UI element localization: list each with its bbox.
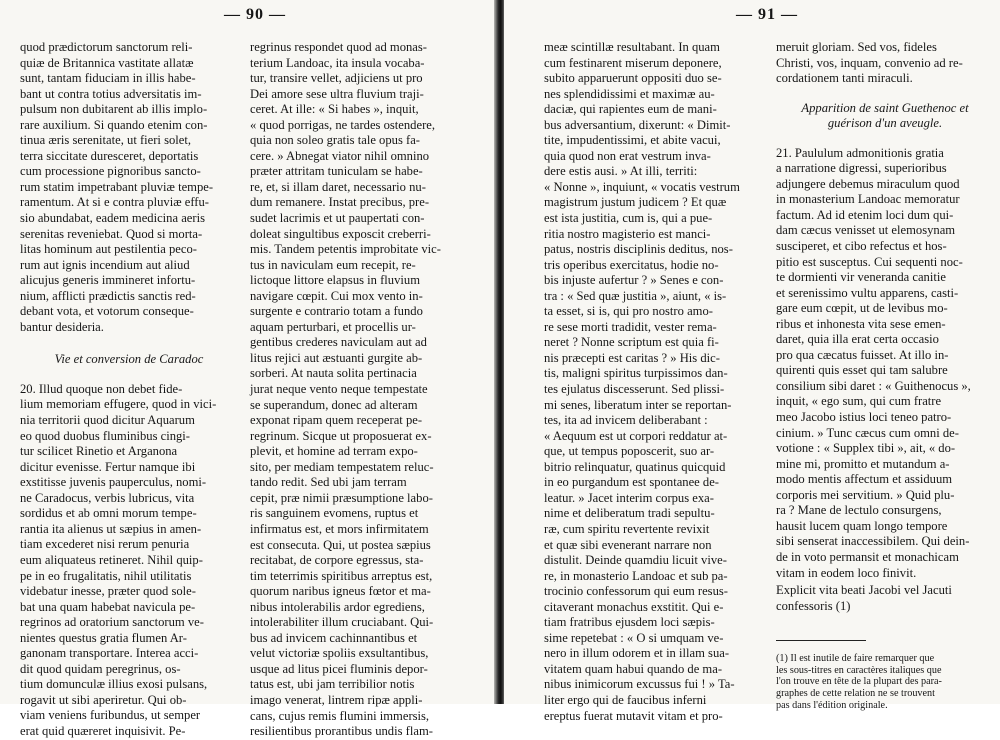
footnote bbox=[776, 653, 994, 711]
text-line: pas dans l'édition originale. bbox=[776, 699, 888, 711]
text-line: lium memoriam effugere, quod in vici- bbox=[20, 397, 217, 412]
page-number-left: — 90 — bbox=[224, 6, 286, 23]
text-line: (1) Il est inutile de faire remarquer que bbox=[776, 653, 935, 665]
text-line: pulsum non dubitarent ab illis implo- bbox=[20, 102, 208, 117]
text-line: mi senes, liberatum inter se reportan- bbox=[544, 397, 732, 412]
text-line: quia quod non erat vestrum inva- bbox=[544, 148, 711, 163]
text-line: Dei amore sese ultra fluvium traji- bbox=[250, 86, 424, 101]
text-line: debant vota, et votorum conseque- bbox=[20, 304, 194, 319]
text-line: nime et deliberatum tradi sepultu- bbox=[544, 506, 715, 521]
text-line: rantia ita alienus ut sæpius in amen- bbox=[20, 521, 202, 536]
text-line: imago venerat, lintrem ripæ appli- bbox=[250, 692, 423, 707]
text-line: les sous-titres en caractères italiques que bbox=[776, 664, 942, 676]
text-line: ribus et inhonesta vita sese emen- bbox=[776, 316, 946, 331]
text-line: que, ut tempus poposcerit, suo ar- bbox=[544, 444, 715, 459]
text-line: exstitisse juvenis pauperculus, nomi- bbox=[20, 475, 207, 490]
text-line: cum festinarent miserum deponere, bbox=[544, 55, 722, 70]
text-line: mine mi, promitto et mutandum a- bbox=[776, 456, 950, 471]
text-line: meæ scintillæ resultabant. In quam bbox=[544, 40, 720, 54]
text-line: serenitas reveniebat. Quod si morta- bbox=[20, 226, 203, 241]
right-column-2 bbox=[776, 40, 994, 711]
text-line: præter attritam tuniculam se habe- bbox=[250, 164, 423, 179]
text-line: citaverant monachus exstitit. Qui e- bbox=[544, 599, 724, 614]
text-line: sordidus et ab omni morum tempe- bbox=[20, 506, 197, 521]
text-line: 21. Paululum admonitionis gratia bbox=[776, 145, 944, 160]
text-line: tur, transire vellet, adjiciens ut pro bbox=[250, 71, 423, 86]
text-line: aquam perturbari, et procellis ur- bbox=[250, 319, 416, 334]
section-heading-guethenoc bbox=[776, 101, 994, 132]
text-line: tando redit. Sed ubi jam terram bbox=[250, 475, 407, 490]
text-line: sunt, tantam fiduciam in illis habe- bbox=[20, 71, 196, 86]
text-line: « Aequum est ut corpori reddatur at- bbox=[544, 428, 728, 443]
text-line: ræ, cum spiritu revertente revixit bbox=[544, 521, 710, 536]
text-line: pro qua cæcatus fuisset. At illo in- bbox=[776, 347, 949, 362]
text-line: l'on trouve en tête de la plupart des para- bbox=[776, 676, 942, 688]
text-line: dam cæcus venisset ut elemosynam bbox=[776, 223, 956, 238]
text-line: patus, nostris disciplinis deditus, nos- bbox=[544, 242, 733, 257]
text-line: ceret. At ille: « Si habes », inquit, bbox=[250, 102, 419, 117]
text-line: sorberi. At nauta solita pertinacia bbox=[250, 366, 417, 381]
text-line: ereptus fuerat mutavit vitam et pro- bbox=[544, 708, 723, 723]
text-line: resilientibus prorantibus undis flam- bbox=[250, 724, 433, 739]
text-line: graphes de cette relation ne se trouvent bbox=[776, 687, 935, 699]
text-line: Christi, vos, inquam, convenio ad re- bbox=[776, 55, 963, 70]
text-line: usque ad litus picei fluminis depor- bbox=[250, 661, 428, 676]
text-line: re, in monasterio Landoac et sub pa- bbox=[544, 568, 728, 583]
text-line: cinium. » Tunc cæcus cum omni de- bbox=[776, 425, 959, 440]
text-line: ne Caradocus, verbis lubricus, vita bbox=[20, 490, 195, 505]
footnote-rule bbox=[776, 640, 866, 641]
left-page bbox=[0, 0, 496, 739]
text-line: sibi senserat inaccessibilem. Qui dein- bbox=[776, 534, 970, 549]
text-line: ris sanguinem evomens, ruptus et bbox=[250, 506, 419, 521]
text-line: votione : « Supplex tibi », ait, « do- bbox=[776, 441, 956, 456]
text-line: bus adversantium, dixerunt: « Dimit- bbox=[544, 117, 731, 132]
text-line: factum. Ad id etenim loci dum qui- bbox=[776, 207, 954, 222]
heading-line-1: Apparition de saint Guethenoc et bbox=[801, 100, 969, 115]
text-line: Explicit vita beati Jacobi vel Jacuti bbox=[776, 583, 952, 598]
text-line: nis præcepti est caritas ? » His dic- bbox=[544, 350, 720, 365]
text-line: tes, ita ad invicem deliberabant : bbox=[544, 413, 708, 428]
text-line: ganonam transportare. Interea acci- bbox=[20, 646, 199, 661]
text-line: terra siccitate duresceret, deportatis bbox=[20, 148, 199, 163]
text-line: bant ut contra totius adversitatis im- bbox=[20, 86, 202, 101]
text-line: sio abundabat, eadem medicina aeris bbox=[20, 211, 205, 226]
text-line: rare auxilium. Si quando etenim con- bbox=[20, 117, 208, 132]
text-line: quod prædictorum sanctorum reli- bbox=[20, 40, 193, 54]
text-line: sudet lacrimis et ut paupertati con- bbox=[250, 211, 425, 226]
text-line: rum aut ignis incendium aut aliud bbox=[20, 257, 190, 272]
text-line: ritia nostro magisterio est manci- bbox=[544, 226, 711, 241]
text-line: tatus est, ubi jam terribilior notis bbox=[250, 677, 415, 692]
text-line: ramentum. At si e contra pluviæ effu- bbox=[20, 195, 209, 210]
heading-line-2: guérison d'un aveugle. bbox=[827, 116, 943, 131]
text-line: tris operibus exercitatus, hodie no- bbox=[544, 257, 719, 272]
text-line: pitio est susceptus. Cui sequenti noc- bbox=[776, 254, 963, 269]
text-line: est ista justitia, cum is, qui a pue- bbox=[544, 211, 713, 226]
text-line: tiam fratribus ejusdem loci sæpis- bbox=[544, 615, 715, 630]
text-line: erat quid quæreret inquisivit. Pe- bbox=[20, 723, 186, 738]
text-line: meo Jacobo istius loci teneo patro- bbox=[776, 410, 952, 425]
text-line: eum aliquateus retineret. Nihil quip- bbox=[20, 552, 203, 567]
text-line: nero in illum odorem et in illam sua- bbox=[544, 646, 730, 661]
text-line: re sese morti tradidit, vester rema- bbox=[544, 319, 717, 334]
text-line: quorum naribus igneus fœtor et ma- bbox=[250, 584, 431, 599]
text-line: tite, impudentissimi, et abite vacui, bbox=[544, 133, 721, 148]
text-line: bat una quam habebat navicula pe- bbox=[20, 599, 196, 614]
text-line: daret, quia illa erat certa occasio bbox=[776, 332, 939, 347]
text-line: daciæ, qui rapientes eum de mani- bbox=[544, 102, 717, 117]
text-line: adjungere debemus miraculum quod bbox=[776, 176, 960, 191]
paragraph-vision-continued bbox=[544, 40, 762, 724]
text-line: quia non soleo gratis tale opus fa- bbox=[250, 133, 420, 148]
paragraph-21 bbox=[776, 146, 994, 581]
text-line: nium, afflicti prædictis sanctis red- bbox=[20, 288, 196, 303]
paragraph-relics bbox=[20, 40, 238, 335]
text-line: trocinio confessorum qui eum resus- bbox=[544, 584, 728, 599]
text-line: navigare cœpit. Cui mox vento in- bbox=[250, 288, 423, 303]
text-line: bis injuste aufertur ? » Senes e con- bbox=[544, 273, 724, 288]
text-line: doleat singultibus exposcit creberri- bbox=[250, 226, 431, 241]
text-line: bitrio relinquatur, quatinus quicquid bbox=[544, 459, 726, 474]
text-line: tium domunculæ illius exosi pulsans, bbox=[20, 677, 208, 692]
text-line: cepit, præ nimii præsumptione labo- bbox=[250, 490, 433, 505]
text-line: cans, cujus remis flumini immersis, bbox=[250, 708, 430, 723]
text-line: nientes questus gratia flumen Ar- bbox=[20, 630, 187, 645]
text-line: cordationem tanti miraculi. bbox=[776, 71, 913, 86]
paragraph-20-continued bbox=[250, 40, 468, 740]
text-line: nia territorii quod dicitur Aquarum bbox=[20, 413, 195, 428]
text-line: gare eum cœpit, ut de levibus mo- bbox=[776, 301, 948, 316]
text-line: subito apparuerunt oppositi duo se- bbox=[544, 71, 722, 86]
text-line: dere estis ausi. » At illi, territi: bbox=[544, 164, 698, 179]
text-line: bus ad invicem cachinnantibus et bbox=[250, 630, 418, 645]
text-line: neret ? Nonne scriptum est quia fi- bbox=[544, 335, 719, 350]
text-line: confessoris (1) bbox=[776, 598, 851, 613]
text-line: re, et, si illam daret, necessario nu- bbox=[250, 179, 426, 194]
text-line: viam veniens furibundus, ut semper bbox=[20, 708, 201, 723]
text-line: dum remanere. Instat precibus, pre- bbox=[250, 195, 430, 210]
text-line: tes ejulatus discesserunt. Sed plissi- bbox=[544, 382, 725, 397]
right-column-1 bbox=[544, 40, 762, 724]
text-line: dicitur evenisse. Fertur namque ibi bbox=[20, 459, 196, 474]
text-line: mis. Tandem petentis improbitate vic- bbox=[250, 242, 441, 257]
text-line: exponat ripam quem receperat pe- bbox=[250, 413, 423, 428]
text-line: tinua æris serenitate, ut fieri solet, bbox=[20, 133, 192, 148]
page-number-right: — 91 — bbox=[736, 6, 798, 23]
text-line: sime repetebat : « O si umquam ve- bbox=[544, 630, 724, 645]
text-line: nes splendidissimi et maximæ au- bbox=[544, 86, 715, 101]
text-line: tim teterrimis spiritibus arreptus est, bbox=[250, 568, 433, 583]
text-line: te dormienti vir veneranda canitie bbox=[776, 270, 946, 285]
text-line: consilium sibi daret : « Guithenocus », bbox=[776, 378, 971, 393]
text-line: in monasterium Landoac memoratur bbox=[776, 192, 960, 207]
text-line: susciperet, et cibo refectus et hos- bbox=[776, 239, 947, 254]
paragraph-gloria bbox=[776, 40, 994, 87]
paragraph-20 bbox=[20, 382, 238, 740]
text-line: tis, maligni spiritus turpissimos dan- bbox=[544, 366, 728, 381]
text-line: tra : « Sed quæ justitia », aiunt, « is- bbox=[544, 288, 727, 303]
text-line: a narratione digressi, superioribus bbox=[776, 161, 947, 176]
text-line: regrinum. Sicque ut proposuerat ex- bbox=[250, 428, 432, 443]
text-line: intolerabiliter illum cruciabant. Qui- bbox=[250, 615, 434, 630]
text-line: se superandum, donec ad alteram bbox=[250, 397, 418, 412]
explicit-paragraph bbox=[776, 583, 994, 614]
text-line: bantur desideria. bbox=[20, 319, 104, 334]
text-line: cere. » Abnegat viator nihil omnino bbox=[250, 148, 430, 163]
text-line: corporis mei servitium. » Quid plu- bbox=[776, 487, 955, 502]
text-line: « Nonne », inquiunt, « vocatis vestrum bbox=[544, 179, 740, 194]
text-line: eo quod duobus fluminibus cingi- bbox=[20, 428, 191, 443]
text-line: lictoque littore elapsus in fluvium bbox=[250, 273, 420, 288]
text-line: gentibus crederes naviculam aut ad bbox=[250, 335, 427, 350]
text-line: liter ergo qui de faucibus inferni bbox=[544, 692, 707, 707]
text-line: quirenti quis esset qui tam salubre bbox=[776, 363, 948, 378]
text-line: plevit, et homine ad terram expo- bbox=[250, 444, 418, 459]
right-page bbox=[504, 0, 1000, 723]
text-line: surgente e contrario totam a fundo bbox=[250, 304, 423, 319]
text-line: hausit lucem quam longo tempore bbox=[776, 518, 948, 533]
text-line: infirmatus est, et mors infirmitatem bbox=[250, 521, 429, 536]
text-line: 20. Illud quoque non debet fide- bbox=[20, 381, 183, 396]
text-line: ra ? Mane de lectulo consurgens, bbox=[776, 503, 942, 518]
text-line: jurat neque vento neque tempestate bbox=[250, 382, 428, 397]
text-line: dit quod quidam peregrinus, os- bbox=[20, 661, 181, 676]
text-line: inquit, « ego sum, qui cum fratre bbox=[776, 394, 942, 409]
text-line: in eo purgandum est spontanee de- bbox=[544, 475, 719, 490]
text-line: vitam in eodem loco finivit. bbox=[776, 565, 917, 580]
text-line: nibus intolerabilis ardor egrediens, bbox=[250, 599, 425, 614]
text-line: vitatem quam habui quando de ma- bbox=[544, 661, 723, 676]
text-line: regrinus respondet quod ad monas- bbox=[250, 40, 427, 54]
text-line: pe in eo frugalitatis, nihil utilitatis bbox=[20, 568, 192, 583]
text-line: distulit. Deinde quamdiu licuit vive- bbox=[544, 553, 727, 568]
text-line: alicujus generis immineret infortu- bbox=[20, 273, 196, 288]
text-line: nibus inimicorum excussus fui ! » Ta- bbox=[544, 677, 735, 692]
text-line: leatur. » Jacet interim corpus exa- bbox=[544, 490, 714, 505]
text-line: sito, per mediam tempestatem reluc- bbox=[250, 459, 434, 474]
text-line: et serenissimo vultu apparens, casti- bbox=[776, 285, 959, 300]
text-line: ta esset, si is, qui pro nostro amo- bbox=[544, 304, 713, 319]
text-line: litas hominum aut pestilentia peco- bbox=[20, 242, 197, 257]
text-line: magistrum justum judicem ? Et quæ bbox=[544, 195, 727, 210]
text-line: videbatur inesse, præter quod sole- bbox=[20, 584, 196, 599]
text-line: tur scilicet Rinetio et Arganona bbox=[20, 444, 178, 459]
text-line: et quæ sibi evenerant narrare non bbox=[544, 537, 712, 552]
text-line: litus rejici aut æstuanti gurgite ab- bbox=[250, 350, 423, 365]
text-line: regrinos ad oratorium sanctorum ve- bbox=[20, 615, 204, 630]
text-line: quiæ de Britannica vastitate allatæ bbox=[20, 55, 194, 70]
text-line: de in voto permansit et monachicam bbox=[776, 549, 959, 564]
left-column-2 bbox=[250, 40, 468, 740]
section-heading-caradoc: Vie et conversion de Caradoc bbox=[54, 352, 204, 367]
text-line: meruit gloriam. Sed vos, fideles bbox=[776, 40, 937, 54]
text-line: cum processione pignoribus sancto- bbox=[20, 164, 201, 179]
text-line: tiam excederet nisi rerum penuria bbox=[20, 537, 190, 552]
text-line: terium Landoac, ita insula vocaba- bbox=[250, 55, 425, 70]
text-line: modo mentis affectum et assiduum bbox=[776, 472, 953, 487]
text-line: rum statim impetrabant pluviæ tempe- bbox=[20, 179, 214, 194]
left-column-1 bbox=[20, 40, 238, 740]
text-line: velut victoriæ spoliis exsultantibus, bbox=[250, 646, 429, 661]
text-line: rogavit ut sibi aperiretur. Qui ob- bbox=[20, 692, 187, 707]
text-line: recitabat, de corpore egressus, sta- bbox=[250, 553, 424, 568]
text-line: est consecuta. Qui, ut postea sæpius bbox=[250, 537, 431, 552]
text-line: « quod porrigas, ne tardes ostendere, bbox=[250, 117, 436, 132]
text-line: tus in naviculam eum recepit, re- bbox=[250, 257, 416, 272]
